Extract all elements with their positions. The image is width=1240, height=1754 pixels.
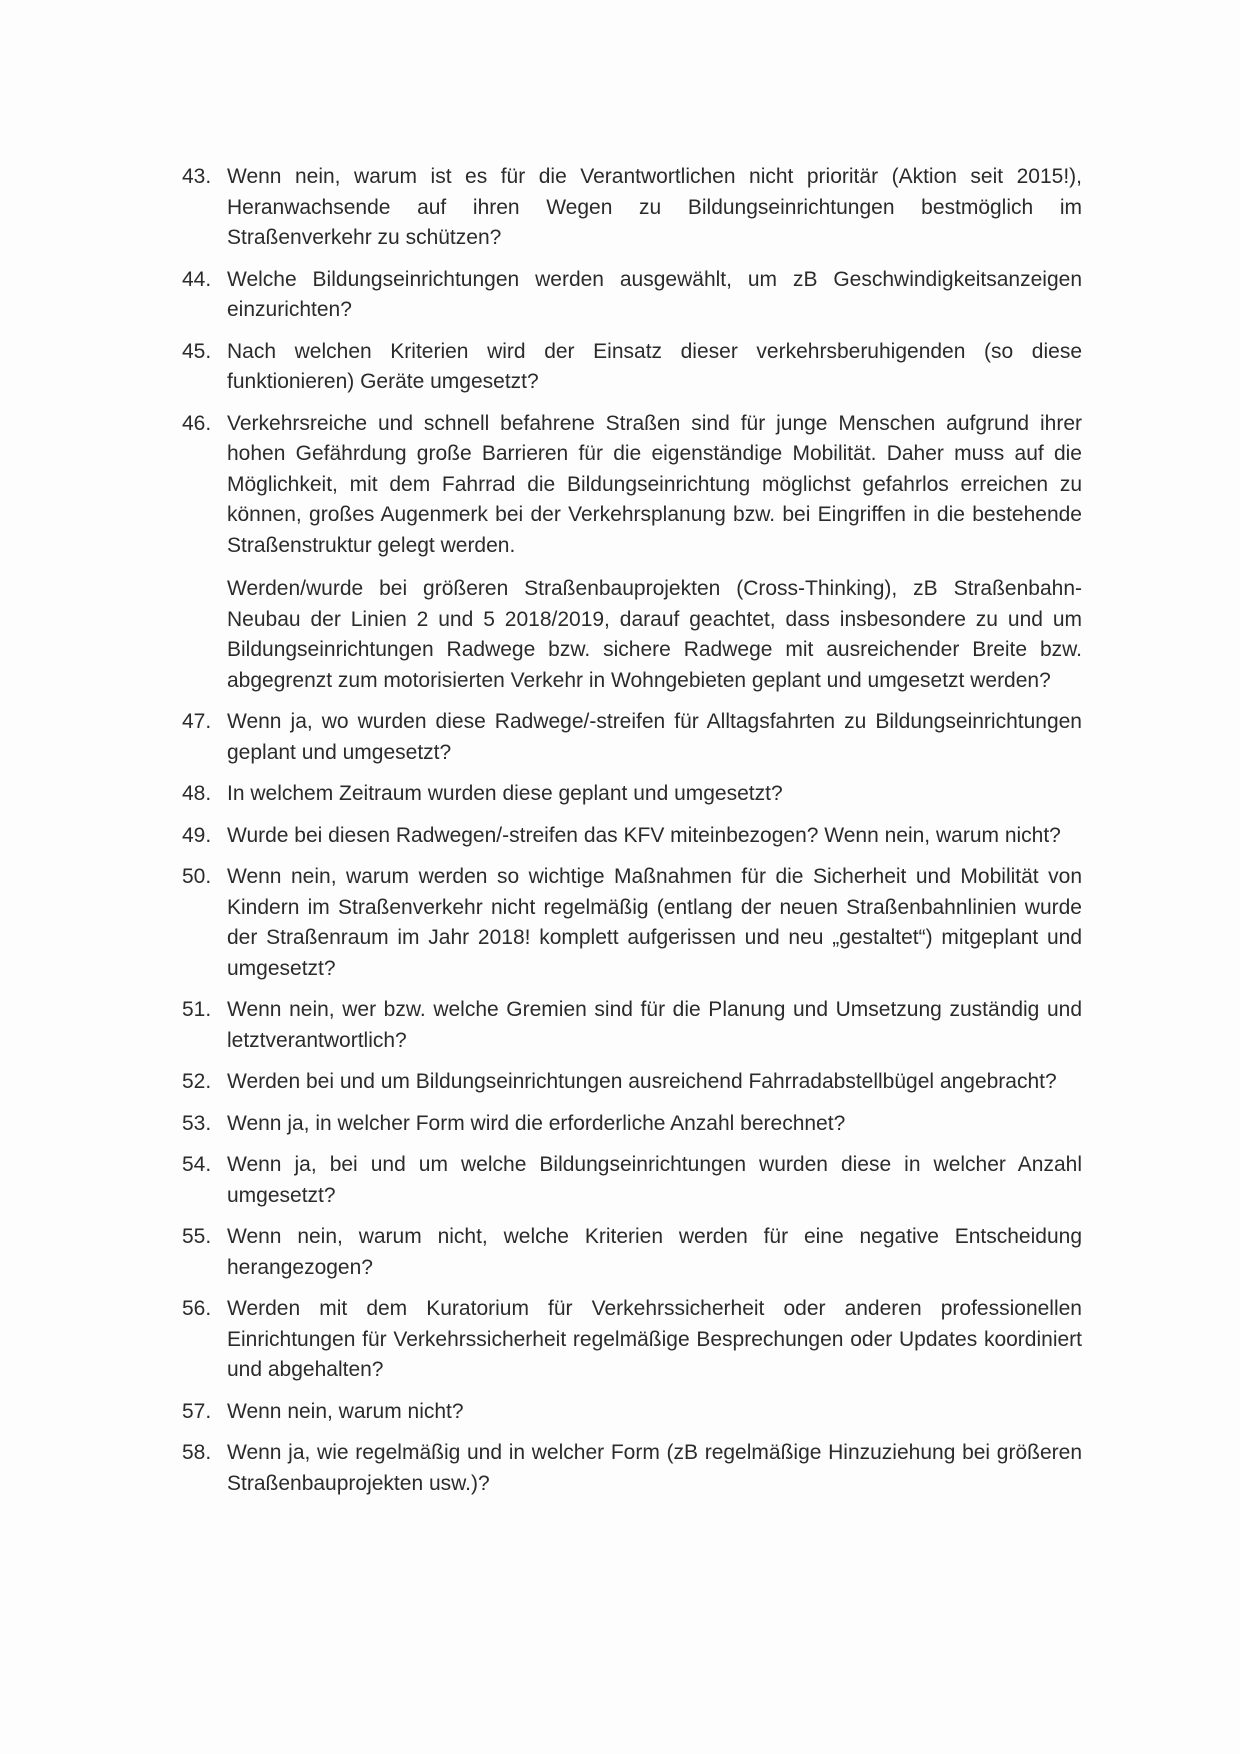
- question-number: 57.: [182, 1399, 212, 1423]
- question-number: 46.: [182, 411, 212, 435]
- question-number: 52.: [182, 1070, 212, 1093]
- question-item: [182, 162, 1082, 254]
- question-text: Wenn nein, warum nicht?: [227, 1399, 464, 1423]
- question-item: [182, 265, 1082, 326]
- question-number: 51.: [182, 998, 212, 1021]
- question-item: [182, 409, 1082, 697]
- question-list: [182, 162, 1082, 1510]
- question-text: Wenn ja, wo wurden diese Radwege/-streifen für Alltagsfahrten zu Bildungseinrichtungen geplant und umgesetzt?: [227, 710, 1082, 764]
- question-item: [182, 1438, 1082, 1499]
- question-number: 58.: [182, 1441, 212, 1464]
- question-number: 45.: [182, 339, 212, 363]
- question-number: 50.: [182, 865, 212, 888]
- question-text: Wenn nein, warum nicht, welche Kriterien werden für eine negative Entscheidung herangezogen?: [227, 1225, 1082, 1279]
- question-number: 48.: [182, 782, 212, 805]
- question-item: [182, 1294, 1082, 1386]
- question-item: [182, 821, 1082, 852]
- question-text: Wenn ja, in welcher Form wird die erforderliche Anzahl berechnet?: [227, 1111, 846, 1135]
- question-item: [182, 1150, 1082, 1211]
- question-item: [182, 1397, 1082, 1428]
- question-number: 54.: [182, 1153, 212, 1176]
- question-text: Welche Bildungseinrichtungen werden ausgewählt, um zB Geschwindigkeitsanzeigen einzurichten?: [227, 267, 1082, 321]
- question-text: In welchem Zeitraum wurden diese geplant und umgesetzt?: [227, 782, 783, 805]
- question-item: [182, 1067, 1082, 1098]
- question-number: 43.: [182, 165, 212, 188]
- question-text: Werden mit dem Kuratorium für Verkehrssicherheit oder anderen professionellen Einrichtungen für Verkehrssicherheit regelmäßige Besprechungen oder Updates koordiniert und abgehalten?: [227, 1297, 1082, 1381]
- question-text: Wenn nein, wer bzw. welche Gremien sind für die Planung und Umsetzung zuständig und letztverantwortlich?: [227, 998, 1082, 1052]
- question-text: Nach welchen Kriterien wird der Einsatz dieser verkehrsberuhigenden (so diese funktionieren) Geräte umgesetzt?: [227, 339, 1082, 393]
- question-text: Wurde bei diesen Radwegen/-streifen das KFV miteinbezogen? Wenn nein, warum nicht?: [227, 823, 1061, 847]
- question-text: Wenn ja, wie regelmäßig und in welcher Form (zB regelmäßige Hinzuziehung bei größeren Straßenbauprojekten usw.)?: [227, 1441, 1082, 1495]
- question-item: [182, 1222, 1082, 1283]
- question-followup-paragraph: Werden/wurde bei größeren Straßenbauprojekten (Cross-Thinking), zB Straßenbahn-Neubau der Linien 2 und 5 2018/2019, darauf geachtet, dass insbesondere zu und um Bildungseinrichtungen Radwege bzw. sichere Radwege mit ausreichender Breite bzw. abgegrenzt zum motorisierten Verkehr in Wohngebieten geplant und umgesetzt werden?: [227, 577, 1082, 692]
- question-number: 53.: [182, 1111, 212, 1135]
- question-item: [182, 995, 1082, 1056]
- question-item: [182, 707, 1082, 768]
- question-text: Wenn nein, warum ist es für die Verantwortlichen nicht prioritär (Aktion seit 2015!), Heranwachsende auf ihren Wegen zu Bildungseinrichtungen bestmöglich im Straßenverkehr zu schützen?: [227, 165, 1082, 249]
- question-number: 55.: [182, 1225, 212, 1248]
- question-number: 47.: [182, 710, 212, 733]
- question-number: 49.: [182, 823, 212, 847]
- question-item: [182, 337, 1082, 398]
- question-number: 44.: [182, 267, 212, 291]
- question-text: Verkehrsreiche und schnell befahrene Straßen sind für junge Menschen aufgrund ihrer hohen Gefährdung große Barrieren für die eigenständige Mobilität. Daher muss auf die Möglichkeit, mit dem Fahrrad die Bildungseinrichtung möglichst gefahrlos erreichen zu können, großes Augenmerk bei der Verkehrsplanung bzw. bei Eingriffen in die bestehende Straßenstruktur gelegt werden.: [227, 411, 1082, 557]
- question-item: [182, 1109, 1082, 1140]
- question-number: 56.: [182, 1297, 212, 1320]
- question-text: Wenn nein, warum werden so wichtige Maßnahmen für die Sicherheit und Mobilität von Kindern im Straßenverkehr nicht regelmäßig (entlang der neuen Straßenbahnlinien wurde der Straßenraum im Jahr 2018! komplett aufgerissen und neu „gestaltet“) mitgeplant und umgesetzt?: [227, 865, 1082, 980]
- question-text: Wenn ja, bei und um welche Bildungseinrichtungen wurden diese in welcher Anzahl umgesetzt?: [227, 1153, 1082, 1207]
- question-text: Werden bei und um Bildungseinrichtungen ausreichend Fahrradabstellbügel angebracht?: [227, 1070, 1057, 1093]
- question-item: [182, 862, 1082, 984]
- question-item: [182, 779, 1082, 810]
